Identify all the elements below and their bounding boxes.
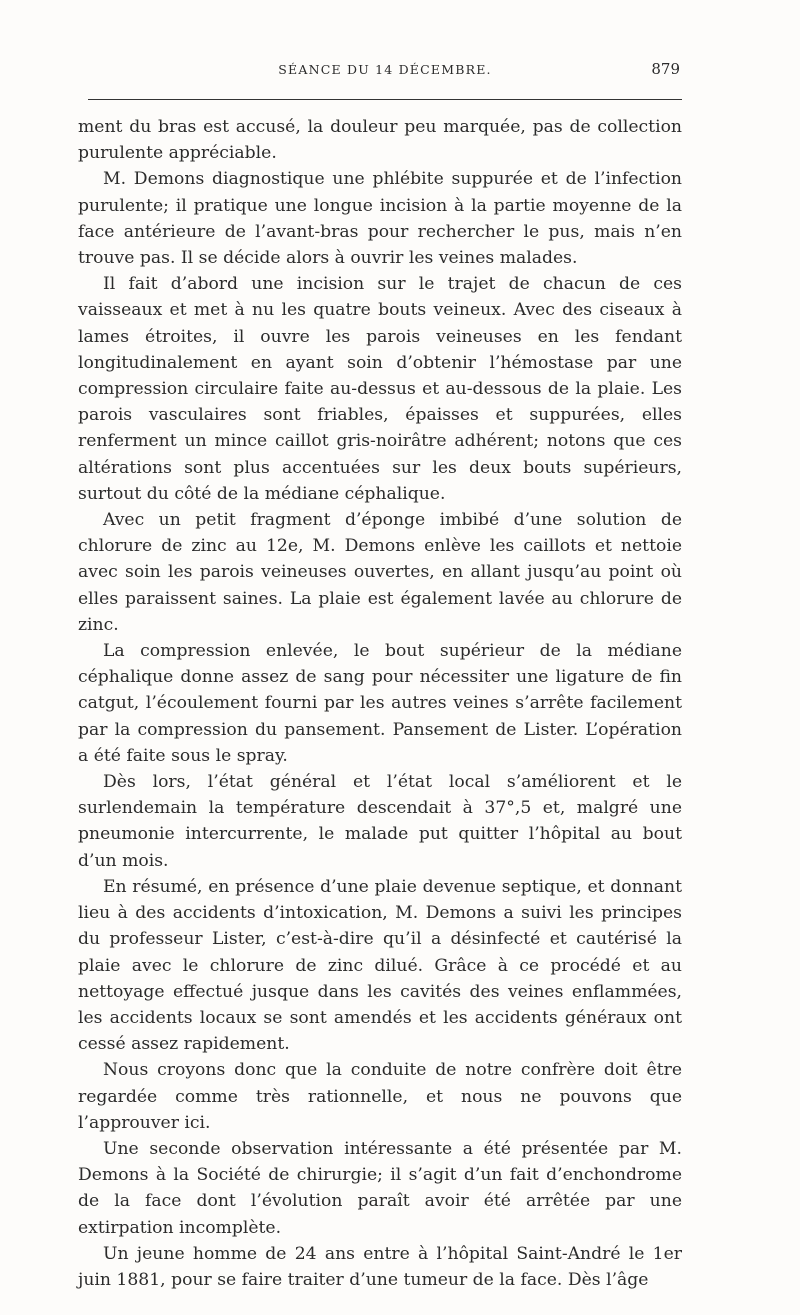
paragraph-6: Dès lors, l’état général et l’état local s’améliorent et le surlendemain la température descendait à 37°,5 et, malgré une pneumonie intercurrente, le malade put quitter l’hôpital au bout d’un mois. (78, 772, 682, 871)
paragraph-4: Avec un petit fragment d’éponge imbibé d’une solution de chlorure de zinc au 12e, M. Demons enlève les caillots et nettoie avec soin les parois veineuses ouvertes, en allant jusqu’au point où elles paraissent saines. La plaie est également lavée au chlorure de zinc. (78, 510, 682, 635)
paragraph-1: ment du bras est accusé, la douleur peu marquée, pas de collection purulente appréciable. (78, 117, 682, 164)
paragraph-3: Il fait d’abord une incision sur le trajet de chacun de ces vaisseaux et met à nu les quatre bouts veineux. Avec des ciseaux à lames étroites, il ouvre les parois veineuses en les fendant longitudinalement en ayant soin d’obtenir l’hémostase par une compression circulaire faite au-dessus et au-dessous de la plaie. Les parois vasculaires sont friables, épaisses et suppurées, elles renferment un mince caillot gris-noirâtre adhérent; notons que ces altérations sont plus accentuées sur les deux bouts supérieurs, surtout du côté de la médiane céphalique. (78, 274, 682, 504)
paragraph-9: Une seconde observation intéressante a été présentée par M. Demons à la Société de chirurgie; il s’agit d’un fait d’enchondrome de la face dont l’évolution paraît avoir été arrêtée par une extirpation incomplète. (78, 1138, 682, 1238)
paragraph-10: Un jeune homme de 24 ans entre à l’hôpital Saint-André le 1er juin 1881, pour se faire traiter d’une tumeur de la face. Dès l’âge (78, 1243, 682, 1290)
paragraph-2: M. Demons diagnostique une phlébite suppurée et de l’infection purulente; il pratique une longue incision à la partie moyenne de la face antérieure de l’avant-bras pour rechercher le pus, mais n’en trouve pas. Il se décide alors à ouvrir les veines malades. (78, 169, 682, 269)
running-head: SÉANCE DU 14 DÉCEMBRE. (278, 62, 492, 77)
body-text (78, 114, 682, 1293)
page-header (88, 60, 682, 88)
paragraph-8: Nous croyons donc que la conduite de notre confrère doit être regardée comme très rationnelle, et nous ne pouvons que l’approuver ici. (78, 1060, 682, 1133)
paragraph-7: En résumé, en présence d’une plaie devenue septique, et donnant lieu à des accidents d’intoxication, M. Demons a suivi les principes du professeur Lister, c’est-à-dire qu’il a désinfecté et cautérisé la plaie avec le chlorure de zinc dilué. Grâce à ce procédé et au nettoyage effectué jusque dans les cavités des veines enflammées, les accidents locaux se sont amendés et les accidents généraux ont cessé assez rapidement. (78, 876, 682, 1055)
page-number: 879 (651, 60, 680, 78)
paragraph-5: La compression enlevée, le bout supérieur de la médiane céphalique donne assez de sang pour nécessiter une ligature de fin catgut, l’écoulement fourni par les autres veines s’arrête facilement par la compression du pansement. Pansement de Lister. L’opération a été faite sous le spray. (78, 641, 682, 766)
header-rule (88, 99, 682, 100)
